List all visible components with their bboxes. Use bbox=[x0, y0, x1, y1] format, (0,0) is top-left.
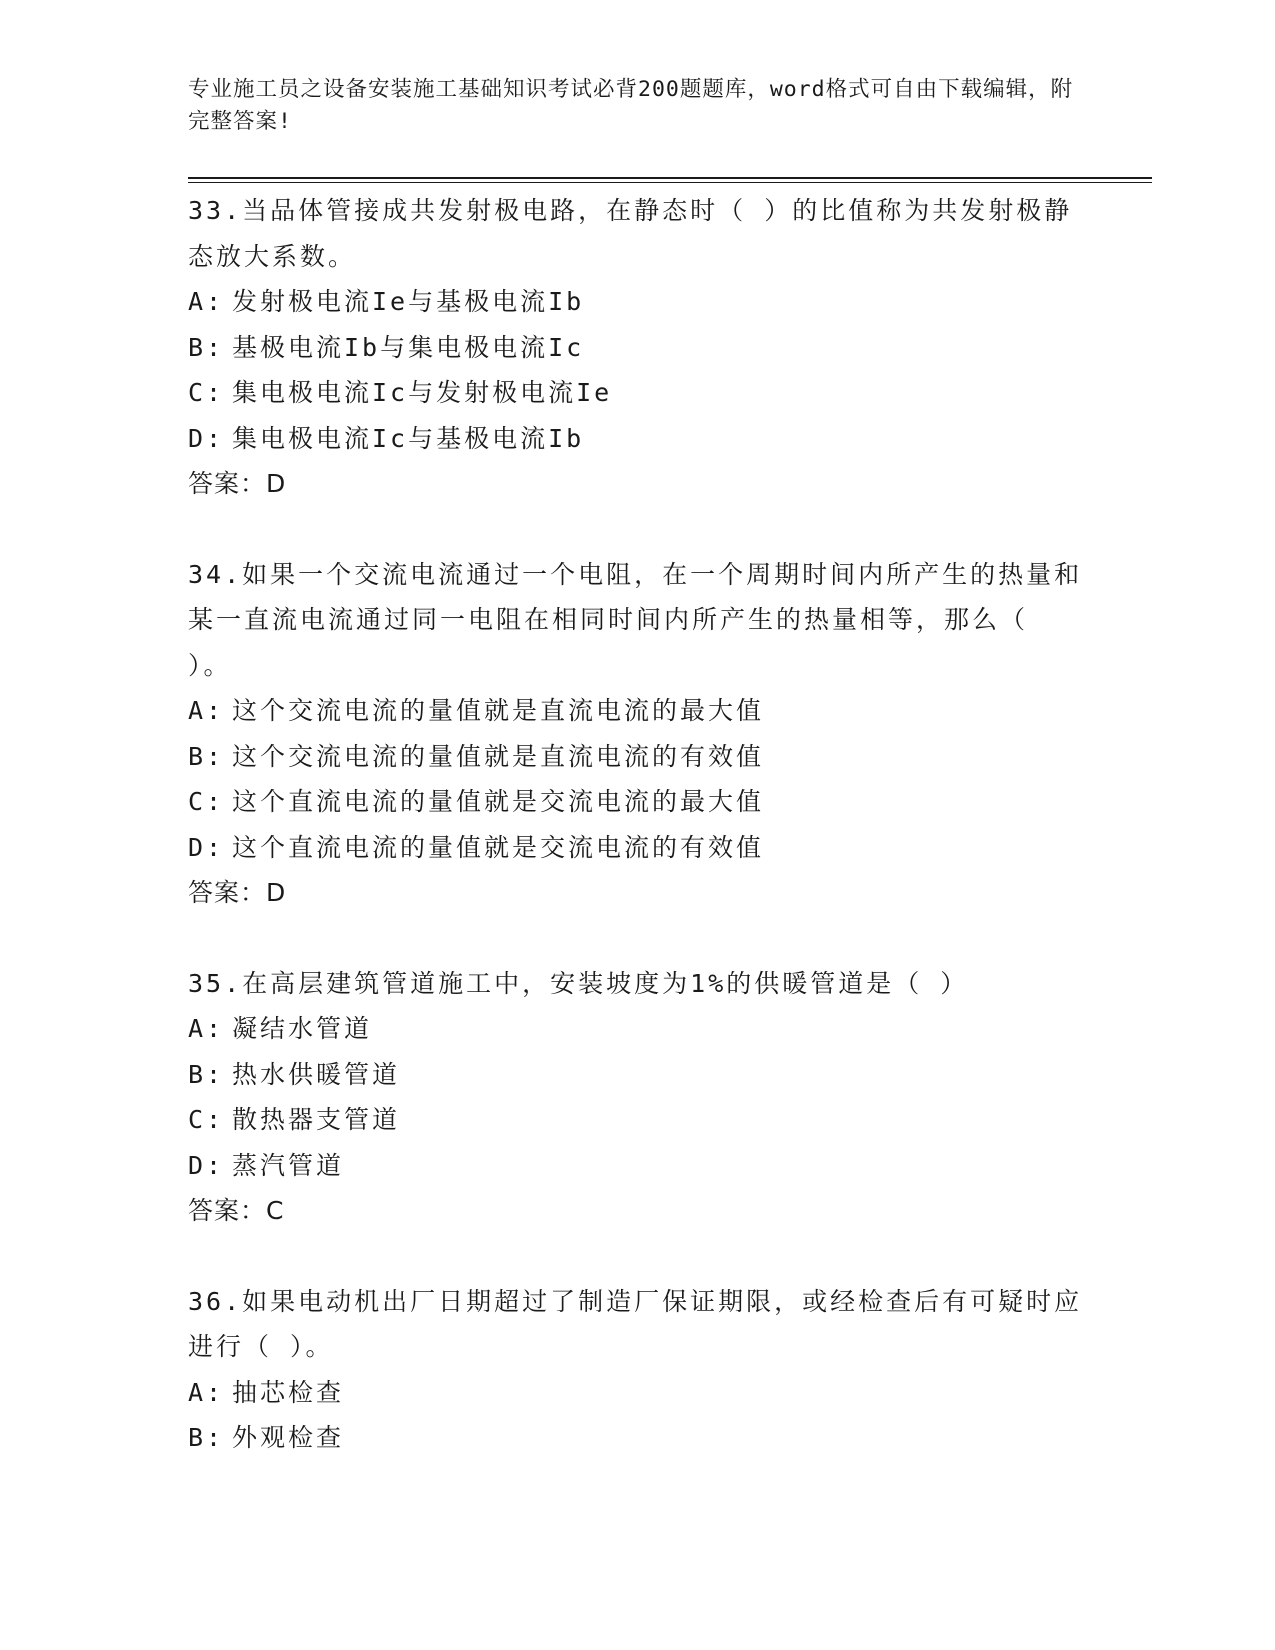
question-33 bbox=[188, 188, 1088, 507]
option-key: A: bbox=[188, 1014, 225, 1043]
option-a bbox=[188, 279, 1088, 325]
question-34 bbox=[188, 552, 1088, 916]
option-text: 外观检查 bbox=[232, 1423, 345, 1452]
option-text: 抽芯检查 bbox=[232, 1377, 345, 1407]
option-text: 基极电流Ib与集电极电流Ic bbox=[232, 332, 585, 362]
option-key: B: bbox=[188, 1423, 225, 1452]
option-key: C: bbox=[188, 378, 225, 407]
option-text: 散热器支管道 bbox=[232, 1105, 401, 1134]
question-stem: 33.当品体管接成共发射极电路，在静态时（ ）的比值称为共发射极静态放大系数。 bbox=[188, 196, 1073, 271]
option-text: 热水供暖管道 bbox=[232, 1059, 401, 1089]
question-stem: 36.如果电动机出厂日期超过了制造厂保证期限，或经检查后有可疑时应进行（ ）。 bbox=[188, 1286, 1083, 1361]
option-a bbox=[188, 688, 1088, 734]
option-key: A: bbox=[188, 1377, 225, 1407]
option-text: 发射极电流Ie与基极电流Ib bbox=[232, 287, 585, 316]
option-c bbox=[188, 1097, 1088, 1143]
document-header: 专业施工员之设备安装施工基础知识考试必背200题题库，word格式可自由下载编辑，附完整答案! bbox=[188, 77, 1074, 134]
option-b bbox=[188, 734, 1088, 780]
question-stem: 34.如果一个交流电流通过一个电阻，在一个周期时间内所产生的热量和某一直流电流通过同一电阻在相同时间内所产生的热量相等，那么（ ）。 bbox=[188, 559, 1083, 680]
answer-line: 答案：C bbox=[188, 1196, 285, 1225]
option-key: A: bbox=[188, 696, 225, 725]
option-a bbox=[188, 1370, 1088, 1416]
option-text: 这个直流电流的量值就是交流电流的有效值 bbox=[232, 832, 765, 862]
option-a bbox=[188, 1006, 1088, 1052]
question-stem: 35.在高层建筑管道施工中，安装坡度为1%的供暖管道是（ ） bbox=[188, 968, 969, 998]
header-divider-thin bbox=[188, 182, 1152, 183]
option-b bbox=[188, 1052, 1088, 1098]
option-key: D: bbox=[188, 832, 225, 862]
option-text: 这个交流电流的量值就是直流电流的有效值 bbox=[232, 741, 765, 771]
option-key: B: bbox=[188, 332, 225, 362]
option-key: A: bbox=[188, 287, 225, 316]
option-key: B: bbox=[188, 741, 225, 771]
question-list bbox=[188, 188, 1088, 1506]
question-35 bbox=[188, 961, 1088, 1234]
option-d bbox=[188, 416, 1088, 462]
option-key: C: bbox=[188, 787, 225, 816]
question-36 bbox=[188, 1279, 1088, 1461]
header-divider-thick bbox=[188, 177, 1152, 179]
option-text: 凝结水管道 bbox=[232, 1014, 373, 1043]
option-b bbox=[188, 325, 1088, 371]
option-text: 蒸汽管道 bbox=[232, 1150, 345, 1180]
option-c bbox=[188, 370, 1088, 416]
option-b bbox=[188, 1415, 1088, 1461]
option-key: B: bbox=[188, 1059, 225, 1089]
option-text: 集电极电流Ic与发射极电流Ie bbox=[232, 378, 613, 407]
option-key: D: bbox=[188, 1150, 225, 1180]
option-d bbox=[188, 825, 1088, 871]
option-d bbox=[188, 1143, 1088, 1189]
option-text: 集电极电流Ic与基极电流Ib bbox=[232, 423, 585, 453]
option-c bbox=[188, 779, 1088, 825]
option-key: C: bbox=[188, 1105, 225, 1134]
answer-line: 答案：D bbox=[188, 878, 287, 907]
option-text: 这个直流电流的量值就是交流电流的最大值 bbox=[232, 787, 765, 816]
option-key: D: bbox=[188, 423, 225, 453]
answer-line: 答案：D bbox=[188, 469, 287, 498]
option-text: 这个交流电流的量值就是直流电流的最大值 bbox=[232, 696, 765, 725]
